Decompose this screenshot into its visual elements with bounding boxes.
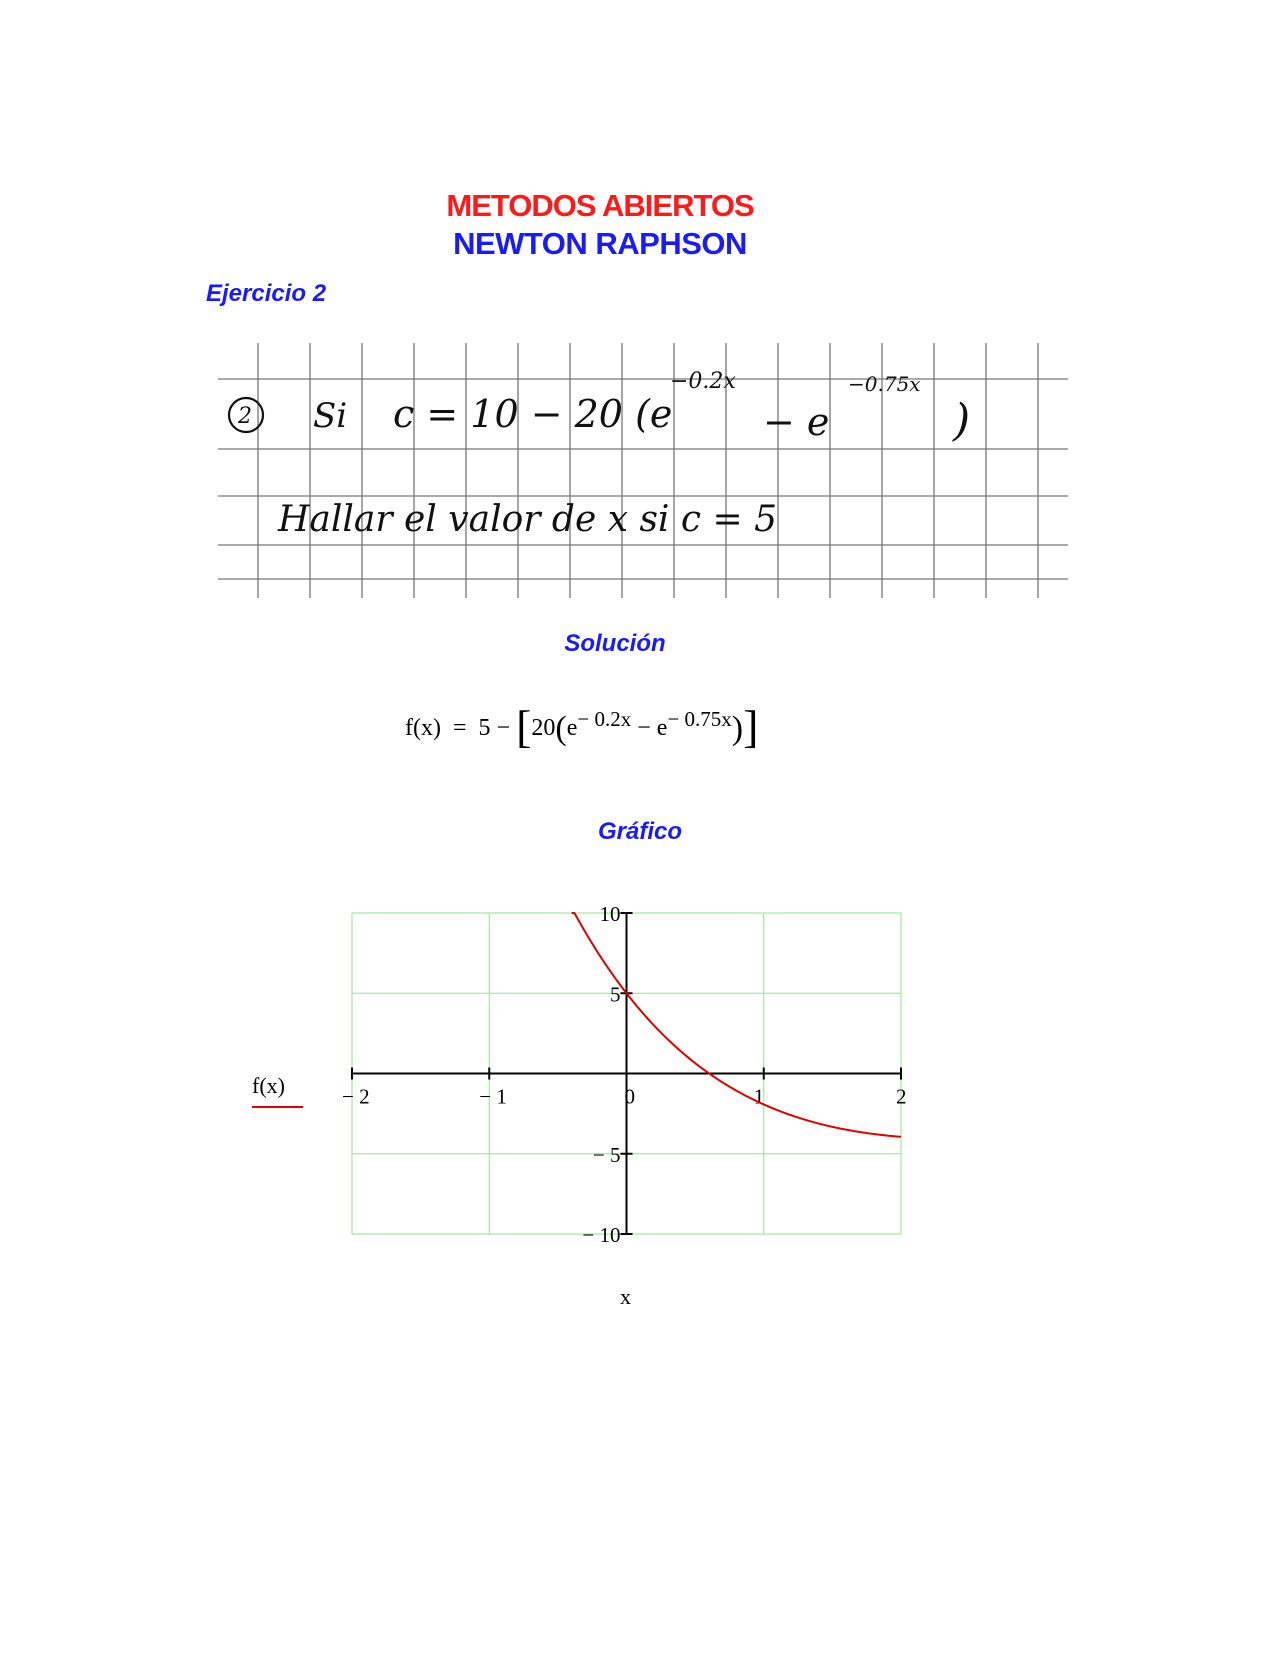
x-axis-label: x: [620, 1284, 631, 1309]
formula-lhs: f(x): [405, 715, 441, 741]
handwritten-line2: Hallar el valor de x si c = 5: [278, 499, 777, 540]
formula-eq: =: [452, 715, 467, 741]
exercise-label: Ejercicio 2: [206, 280, 327, 307]
y-tick-label: 5: [610, 982, 621, 1007]
title-newton-raphson: NEWTON RAPHSON: [453, 226, 747, 261]
x-tick-label: 0: [624, 1084, 635, 1109]
formula: $f(x) = 5 - [20(e^{- 0.2x} - e^{- 0.75x})]$: [405, 701, 759, 752]
handwritten-exercise-image: [218, 343, 1068, 598]
handwritten-exp2: −0.75x: [848, 372, 921, 396]
handwritten-exp1: −0.2x: [670, 369, 736, 394]
formula-twenty: 20: [531, 715, 556, 741]
handwritten-equation: c = 10 − 20 (e: [393, 392, 673, 436]
y-tick-label: 10: [599, 902, 621, 926]
x-tick-label: 2: [896, 1084, 907, 1109]
function-chart: [250, 900, 990, 1340]
x-tick-label: − 2: [342, 1084, 370, 1109]
handwritten-si: Si: [313, 396, 348, 436]
graph-label: Gráfico: [597, 818, 683, 845]
solution-label: Solución: [564, 630, 666, 657]
formula-e1: e: [566, 715, 578, 741]
formula-e2: e: [656, 715, 668, 741]
handwritten-minus-e: − e: [763, 400, 830, 444]
handwritten-close-paren: ): [953, 395, 971, 446]
formula-exp1: − 0.2x: [577, 707, 632, 731]
graph-paper-grid: [218, 343, 1068, 598]
formula-five: 5 −: [478, 715, 511, 741]
y-axis-label: f(x): [252, 1073, 285, 1098]
handwritten-number: 2: [238, 404, 252, 429]
x-tick-label: 1: [753, 1084, 765, 1109]
y-tick-label: − 5: [592, 1142, 621, 1167]
series-line-fx: [572, 913, 901, 1137]
x-tick-label: − 1: [479, 1084, 507, 1109]
formula-exp2: − 0.75x: [667, 707, 732, 731]
y-tick-label: − 10: [582, 1223, 621, 1247]
chart-series: [572, 913, 901, 1137]
title-metodos-abiertos: METODOS ABIERTOS: [446, 188, 754, 223]
formula-minus: −: [637, 715, 651, 741]
